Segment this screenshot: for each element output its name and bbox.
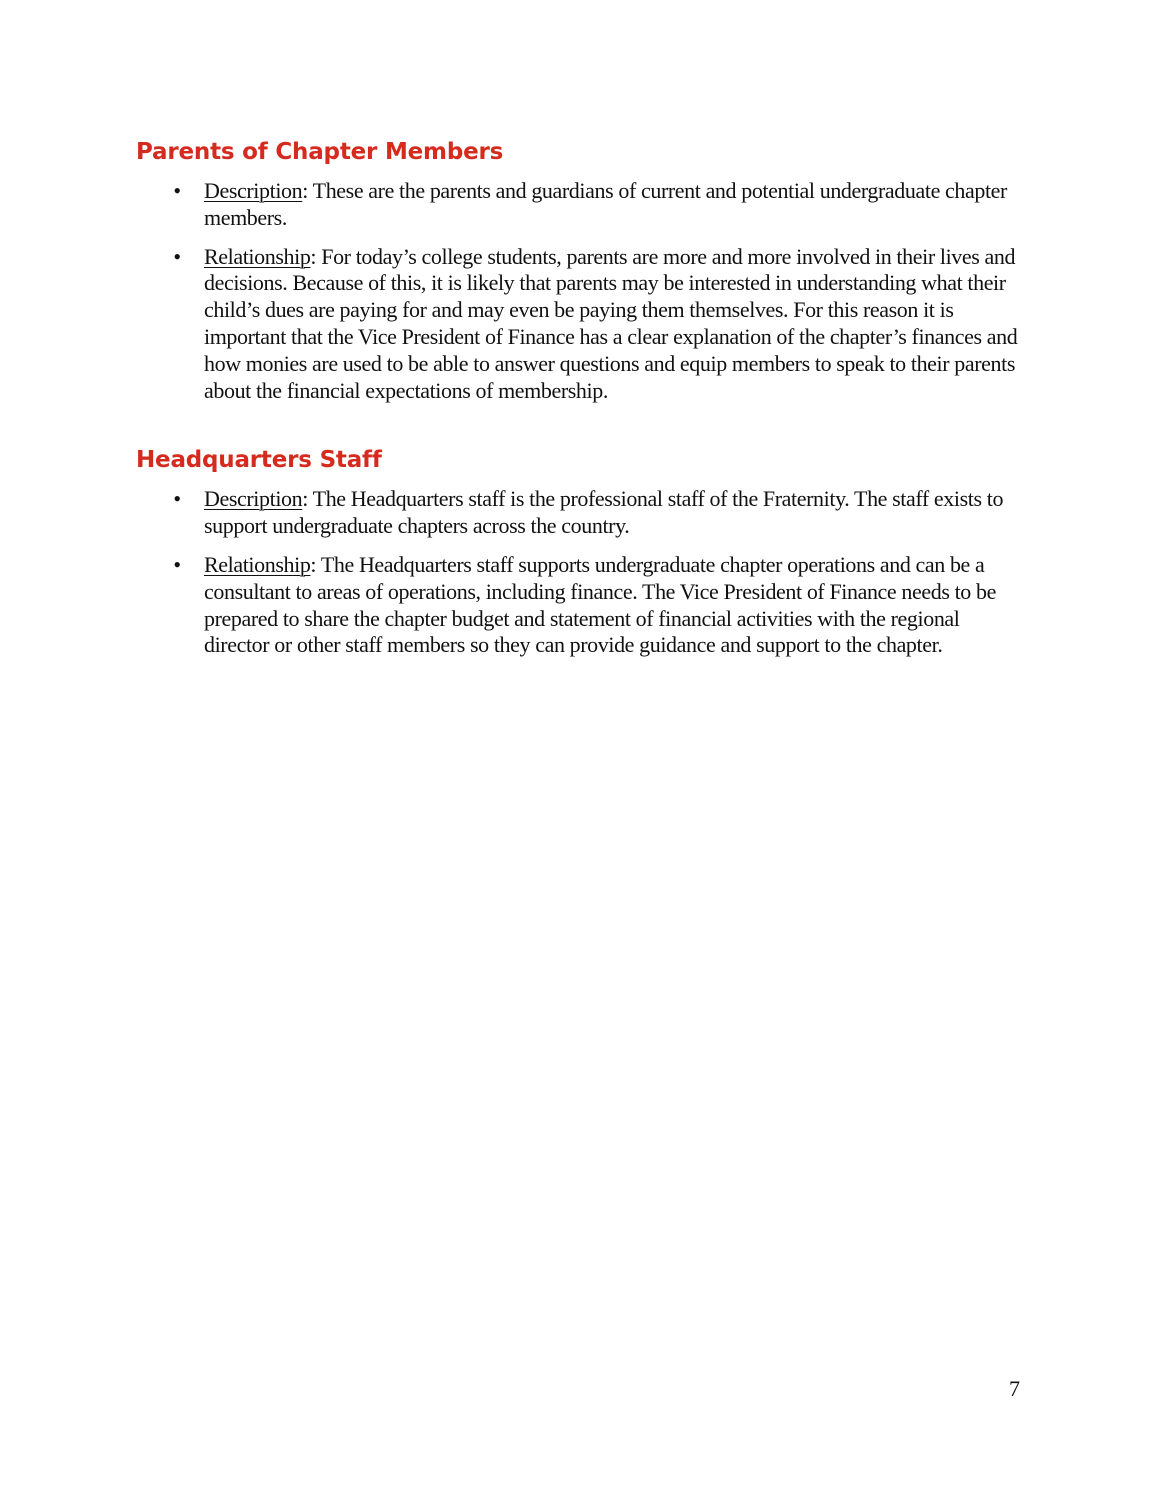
page-content: [136, 136, 1026, 699]
item-term: Relationship: [204, 551, 311, 577]
bullet-icon: •: [173, 551, 181, 577]
item-text: : For today’s college students, parents are more and more involved in their lives and decisions. Because of this, it is likely that parents may be interested in understanding what their child’s dues are paying for and may even be paying them themselves. For this reason it is important that the Vice President of Finance has a clear explanation of the chapter’s finances and how monies are used to be able to answer questions and equip members to speak to their parents about the financial expectations of membership.: [204, 243, 1018, 403]
section-headquarters-staff: [136, 444, 1026, 659]
item-text: : The Headquarters staff is the professional staff of the Fraternity. The staff exists to support undergraduate chapters across the country.: [204, 486, 1004, 539]
bullet-list: [136, 178, 1026, 404]
item-text: : These are the parents and guardians of current and potential undergraduate chapter members.: [204, 178, 1007, 230]
item-text: : The Headquarters staff supports undergraduate chapter operations and can be a consultant to areas of operations, including finance. The Vice President of Finance needs to be prepared to share the chapter budget and statement of financial activities with the regional director or other staff members so they can provide guidance and support to the chapter.: [204, 551, 996, 658]
bullet-icon: •: [173, 486, 181, 512]
section-parents-of-chapter-members: [136, 136, 1026, 404]
list-item: [136, 486, 1026, 540]
list-item: [136, 244, 1026, 405]
list-item: [136, 552, 1026, 659]
item-term: Relationship: [204, 243, 311, 269]
page-number: 7: [1009, 1376, 1020, 1401]
item-term: Description: [204, 486, 303, 512]
section-heading: Parents of Chapter Members: [136, 139, 504, 165]
item-term: Description: [204, 178, 303, 203]
bullet-icon: •: [173, 178, 181, 203]
bullet-list: [136, 486, 1026, 659]
section-heading: Headquarters Staff: [136, 447, 382, 474]
bullet-icon: •: [173, 243, 181, 269]
list-item: [136, 178, 1026, 232]
